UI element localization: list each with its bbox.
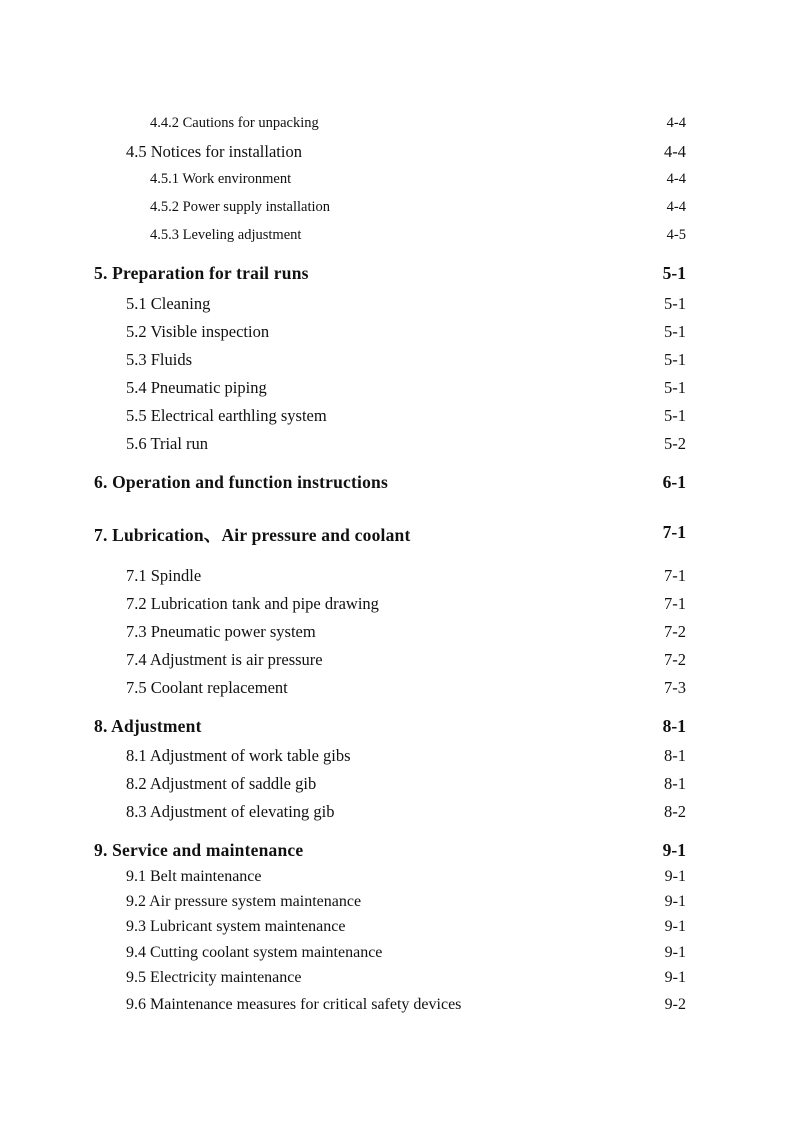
- toc-chapter-title: 8. Adjustment: [94, 716, 202, 736]
- toc-entry-page: 7-2: [664, 622, 686, 641]
- toc-entry: [0, 199, 793, 221]
- toc-entry-title: 4.5.2 Power supply installation: [150, 199, 331, 215]
- toc-entry: [0, 944, 793, 966]
- toc-entry-page: 5-1: [664, 350, 686, 369]
- toc-chapter: [0, 840, 793, 862]
- toc-entry-page: 9-1: [664, 918, 686, 935]
- toc-entry: [0, 142, 793, 164]
- toc-entry-title: 5.2 Visible inspection: [126, 322, 270, 341]
- toc-chapter-title: 9. Service and maintenance: [94, 840, 304, 860]
- toc-entry-page: 5-1: [664, 378, 686, 397]
- toc-chapter-title: 7. Lubrication、Air pressure and coolant: [94, 525, 411, 545]
- toc-entry-title: 5.4 Pneumatic piping: [126, 378, 267, 397]
- toc-entry: [0, 678, 793, 700]
- toc-entry-page: 8-1: [664, 746, 686, 765]
- toc-entry: [0, 650, 793, 672]
- toc-entry: [0, 746, 793, 768]
- toc-entry: [0, 893, 793, 915]
- toc-entry: [0, 350, 793, 372]
- toc-chapter-page: 8-1: [662, 716, 686, 736]
- toc-chapter: [0, 522, 793, 544]
- toc-chapter: [0, 263, 793, 285]
- toc-chapter: [0, 472, 793, 494]
- toc-entry-title: 8.2 Adjustment of saddle gib: [126, 774, 317, 793]
- toc-entry-title: 9.1 Belt maintenance: [126, 868, 262, 885]
- toc-chapter-page: 7-1: [662, 522, 686, 542]
- toc-entry-title: 5.6 Trial run: [126, 434, 209, 453]
- toc-entry-title: 5.5 Electrical earthling system: [126, 406, 327, 425]
- toc-entry: [0, 774, 793, 796]
- toc-entry-title: 7.2 Lubrication tank and pipe drawing: [126, 594, 379, 613]
- toc-entry-page: 4-4: [664, 142, 686, 161]
- toc-entry-page: 5-1: [664, 406, 686, 425]
- toc-entry-title: 5.1 Cleaning: [126, 294, 211, 313]
- toc-entry-title: 9.6 Maintenance measures for critical safety devices: [126, 996, 462, 1013]
- toc-entry-page: 8-2: [664, 802, 686, 821]
- toc-entry: [0, 969, 793, 991]
- toc-entry: [0, 434, 793, 456]
- toc-entry: [0, 566, 793, 588]
- toc-entry-title: 9.5 Electricity maintenance: [126, 969, 302, 986]
- toc-entry-page: 5-2: [664, 434, 686, 453]
- toc-entry-title: 4.5 Notices for installation: [126, 142, 302, 161]
- toc-entry-page: 9-1: [664, 893, 686, 910]
- toc-entry-title: 9.4 Cutting coolant system maintenance: [126, 944, 383, 961]
- toc-entry-page: 7-3: [664, 678, 686, 697]
- toc-entry-page: 4-4: [666, 199, 686, 215]
- toc-entry-title: 4.5.3 Leveling adjustment: [150, 227, 302, 243]
- toc-entry-title: 5.3 Fluids: [126, 350, 193, 369]
- toc-entry: [0, 918, 793, 940]
- toc-entry-page: 8-1: [664, 774, 686, 793]
- toc-entry-title: 8.3 Adjustment of elevating gib: [126, 802, 335, 821]
- toc-entry: [0, 294, 793, 316]
- toc-entry-title: 7.4 Adjustment is air pressure: [126, 650, 323, 669]
- toc-entry-page: 7-1: [664, 566, 686, 585]
- toc-entry: [0, 227, 793, 249]
- toc-entry-title: 4.5.1 Work environment: [150, 171, 292, 187]
- toc-entry-title: 7.5 Coolant replacement: [126, 678, 288, 697]
- toc-entry-title: 7.3 Pneumatic power system: [126, 622, 316, 641]
- toc-chapter-page: 9-1: [662, 840, 686, 860]
- toc-entry-title: 4.4.2 Cautions for unpacking: [150, 115, 319, 131]
- toc-entry-page: 4-5: [666, 227, 686, 243]
- toc-chapter-page: 5-1: [662, 263, 686, 283]
- toc-entry-page: 4-4: [666, 171, 686, 187]
- toc-entry-page: 4-4: [666, 115, 686, 131]
- toc-entry-page: 9-1: [664, 868, 686, 885]
- toc-entry-title: 9.2 Air pressure system maintenance: [126, 893, 362, 910]
- toc-entry: [0, 322, 793, 344]
- toc-chapter-page: 6-1: [662, 472, 686, 492]
- toc-entry-page: 9-2: [664, 996, 686, 1013]
- toc-entry: [0, 802, 793, 824]
- toc-entry: [0, 171, 793, 193]
- toc-entry: [0, 594, 793, 616]
- toc-chapter-title: 6. Operation and function instructions: [94, 472, 388, 492]
- toc-entry-page: 5-1: [664, 322, 686, 341]
- toc-entry: [0, 996, 793, 1018]
- toc-entry-page: 5-1: [664, 294, 686, 313]
- toc-entry: [0, 868, 793, 890]
- toc-chapter: [0, 716, 793, 738]
- toc-chapter-title: 5. Preparation for trail runs: [94, 263, 309, 283]
- toc-entry-page: 9-1: [664, 944, 686, 961]
- toc-entry: [0, 115, 793, 137]
- toc-entry-title: 8.1 Adjustment of work table gibs: [126, 746, 351, 765]
- toc-entry: [0, 378, 793, 400]
- toc-entry-page: 7-1: [664, 594, 686, 613]
- toc-entry-title: 7.1 Spindle: [126, 566, 202, 585]
- toc-entry-page: 7-2: [664, 650, 686, 669]
- toc-entry-title: 9.3 Lubricant system maintenance: [126, 918, 346, 935]
- toc-entry: [0, 622, 793, 644]
- toc-entry: [0, 406, 793, 428]
- toc-entry-page: 9-1: [664, 969, 686, 986]
